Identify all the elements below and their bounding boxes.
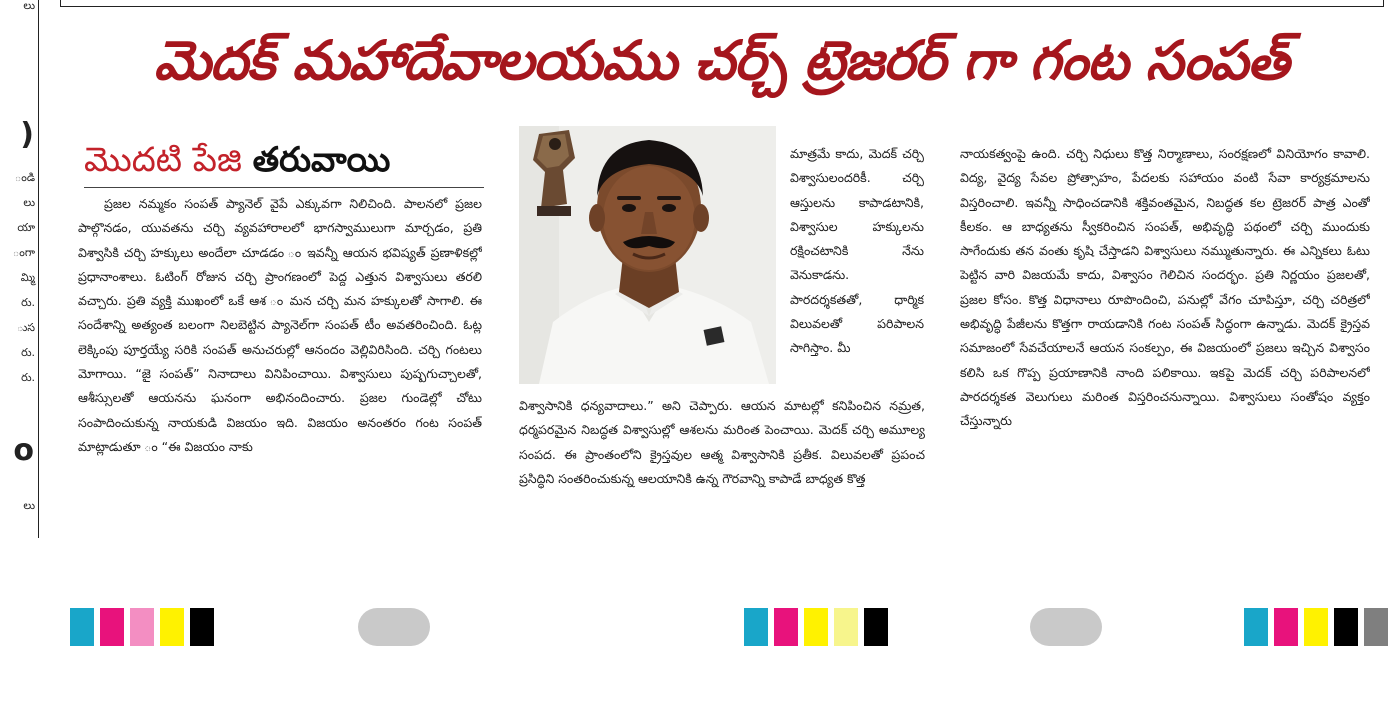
article-column-2-bottom: విశ్వాసానికి ధన్యవాదాలు.” అని చెప్పారు. ఆయన మాటల్లో కనిపించిన నమ్రత, ధర్మపరమైన నిబద్ధత విశ్వాసుల్లో ఆశలను మరింత పెంచాయి. మెదక్ చర్చి అమూల్య సంపద. ఈ ప్రాంతంలోని క్రైస్తవుల ఆత్మ విశ్వాసానికి ప్రతీక. విలువలతో ప్రపంచ ప్రసిద్ధిని సంతరించుకున్న ఆలయానికి ఉన్న గౌరవాన్ని కాపాడే బాధ్యత కొత్త: [519, 398, 925, 486]
fragment-text: మ్మి: [20, 271, 35, 284]
article-column-2-top: మాత్రమే కాదు, మెదక్ చర్చి విశ్వాసులందరికీ. చర్చి ఆస్తులను కాపాడటానికి, విశ్వాసుల హక్కులను రక్షించటానికి నేను వెనుకాడను. పారదర్శకతతో, ధార్మిక విలువలతో పరిపాలన సాగిస్తాం. మీ: [790, 146, 924, 356]
fragment-text: లు: [23, 0, 35, 12]
portrait-photo: [519, 126, 776, 384]
color-swatch: [130, 608, 154, 646]
continuation-label-black: తరువాయి: [252, 140, 391, 180]
registration-pill: [1030, 608, 1102, 646]
color-swatch: [1244, 608, 1268, 646]
article-column-1: ప్రజల నమ్మకం సంపత్ ప్యానెల్ వైపే ఎక్కువగా నిలిచింది. పాలనలో ప్రజల పాల్గొనడం, యువతను చర్చి వ్యవహారాలలో భాగస్వాములుగా మార్చడం, ప్రతి విశ్వాసికి చర్చి హక్కులు అందేలా చూడడం ం ఇవన్నీ ఆయన భవిష్యత్ ప్రణాళికల్లో ప్రధానాంశాలు. ఓటింగ్ రోజున చర్చి ప్రాంగణంలో పెద్ద ఎత్తున విశ్వాసులు తరలి వచ్చారు. ప్రతి వ్యక్తి ముఖంలో ఒకే ఆశ ం మన చర్చి మన హక్కులతో సాగాలి. ఈ సందేశాన్ని అత్యంత బలంగా నిలబెట్టిన ప్యానెల్‌గా సంపత్ టీం అవతరించింది. ఓట్ల లెక్కింపు పూర్తయ్యే సరికి సంపత్ అనుచరుల్లో ఆనందం వెల్లివిరిసింది. చర్చి గంటలు మోగాయి. “జై సంపత్” నినాదాలు వినిపించాయి. విశ్వాసులు పుష్పగుచ్చాలతో, ఆశీస్సులతో ఆయనను ఘనంగా అభినందించారు. ప్రజల గుండెల్లో చోటు సంపాదించుకున్న నాయకుడి విజయం ఇది. విజయం అనంతరం గంట సంపత్ మాట్లాడుతూ ం “ఈ విజయం నాకు: [78, 196, 482, 454]
color-swatch: [1364, 608, 1388, 646]
fragment-text: ంగా: [12, 246, 35, 259]
fragment-text: ుస: [17, 321, 35, 334]
registration-pill: [358, 608, 430, 646]
color-swatch: [774, 608, 798, 646]
article-frame: [60, 0, 1384, 7]
fragment-heading-glyph: o: [13, 433, 34, 468]
fragment-text: రు.: [21, 371, 35, 384]
article-column-3: నాయకత్వంపై ఉంది. చర్చి నిధులు కొత్త నిర్మాణాలు, సంరక్షణలో వినియోగం కావాలి. విద్య, వైద్య సేవల ప్రోత్సాహం, పేదలకు సహాయం వంటి సేవా కార్యక్రమాలను విస్తరించాలి. ఇవన్నీ సాధించడానికి శక్తివంతమైన, నిబద్ధత కల ట్రెజరర్ పాత్ర ఎంతో కీలకం. ఆ బాధ్యతను స్వీకరించిన సంపత్, అభివృద్ధి పథంలో చర్చి ముందుకు సాగేందుకు తన వంతు కృషి చేస్తాడని విశ్వాసులు నమ్ముతున్నారు. ఈ ఎన్నికలు ఓటు పెట్టిన వారి విజయమే కాదు, విశ్వాసం గెలిచిన సందర్భం. ప్రతి నిర్ణయం ప్రజలతో, ప్రజల కోసం. కొత్త విధానాలు రూపొందించి, పనుల్లో వేగం చూపిస్తూ, చర్చి చరిత్రలో అభివృద్ధి పేజీలను కొత్తగా రాయడానికి గంట సంపత్ సిద్ధంగా ఉన్నాడు. మెదక్ క్రైస్తవ సమాజంలో సేవచేయాలనే ఆయన సంకల్పం, ఈ విజయంలో ప్రజలు ఇచ్చిన విశ్వాసం కలిసి ఒక గొప్ప ప్రయాణానికి నాంది పలికాయి. ఇకపై మెదక్ చర్చి పరిపాలనలో పారదర్శకత వెలుగులు మరింత విస్తరించనున్నాయి. విశ్వాసులు సంతోషం వ్యక్తం చేస్తున్నారు: [960, 146, 1370, 429]
color-swatch: [1334, 608, 1358, 646]
color-swatch: [160, 608, 184, 646]
color-swatch: [804, 608, 828, 646]
fragment-text: రు.: [21, 296, 35, 309]
adjacent-column-fragment: [0, 0, 39, 538]
headline: మెదక్ మహాదేవాలయము చర్చ్ ట్రెజరర్ గా గంట సంపత్: [153, 28, 1289, 92]
color-swatch: [864, 608, 888, 646]
continuation-label-red: మొదటి పేజి: [84, 140, 242, 180]
fragment-text: లు: [23, 196, 35, 209]
fragment-heading-glyph: ): [20, 117, 34, 152]
color-swatch: [1304, 608, 1328, 646]
fragment-text: యా: [17, 221, 35, 234]
fragment-text: లు: [23, 499, 35, 512]
fragment-text: రు.: [21, 346, 35, 359]
color-swatch: [744, 608, 768, 646]
color-swatch: [1274, 608, 1298, 646]
color-swatch: [100, 608, 124, 646]
portrait-illustration: [519, 126, 776, 384]
color-swatch: [190, 608, 214, 646]
fragment-text: ండి: [14, 171, 35, 184]
color-swatch: [834, 608, 858, 646]
continuation-label: [84, 134, 484, 186]
subhead-rule: [84, 187, 484, 188]
color-swatch: [70, 608, 94, 646]
